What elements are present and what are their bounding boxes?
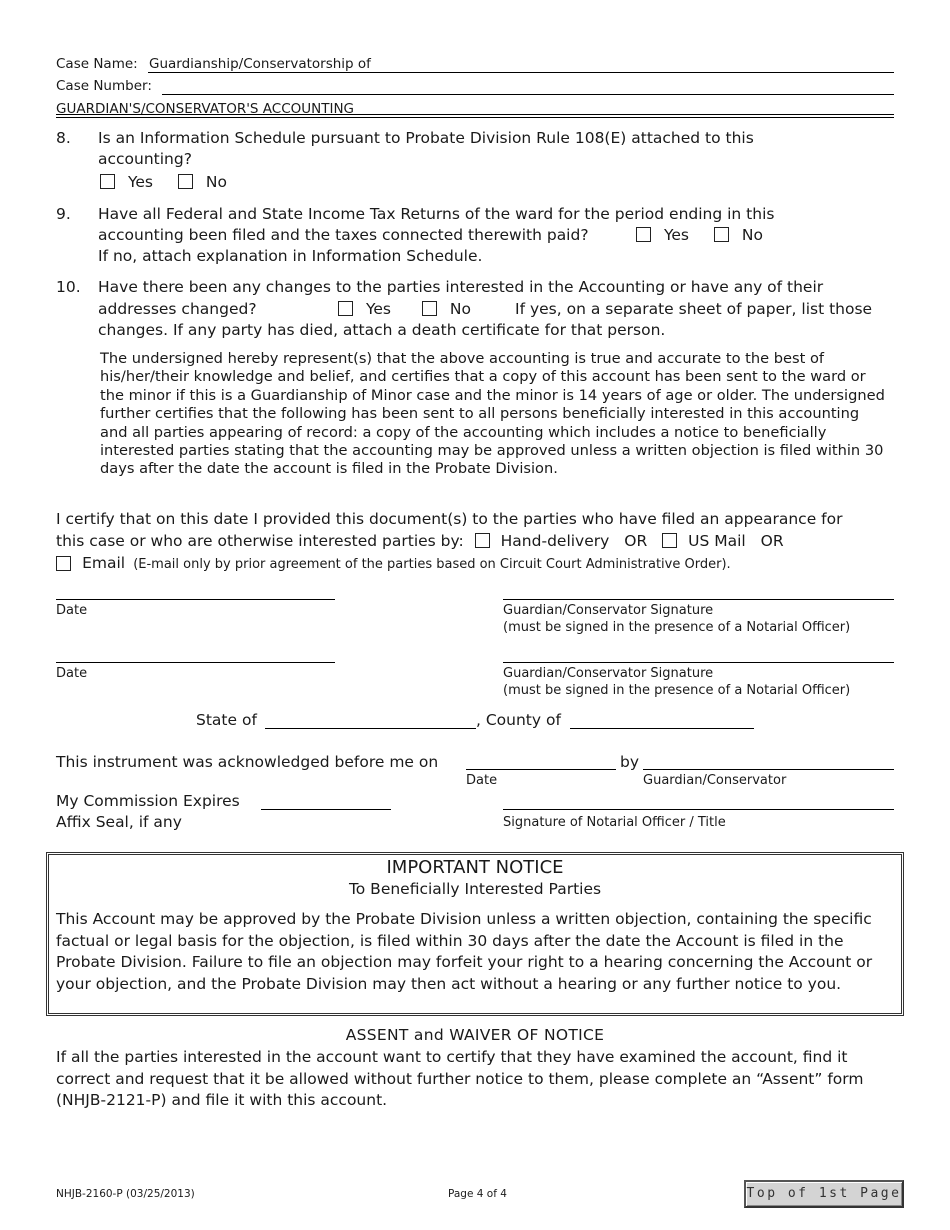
case-name-label: Case Name: — [56, 56, 138, 72]
notary-signature-caption: Signature of Notarial Officer / Title — [503, 815, 726, 830]
q8-yes-checkbox[interactable] — [100, 174, 115, 189]
hand-delivery-checkbox[interactable] — [475, 533, 490, 548]
acknowledged-label: This instrument was acknowledged before me on — [56, 753, 439, 771]
date-label-2: Date — [56, 666, 88, 681]
q10-line2a: addresses changed? — [98, 300, 257, 318]
date-line-1[interactable] — [56, 599, 335, 600]
case-name-value[interactable]: Guardianship/Conservatorship of — [149, 56, 371, 72]
doc-title: GUARDIAN'S/CONSERVATOR'S ACCOUNTING — [56, 101, 355, 117]
page-number: Page 4 of 4 — [448, 1188, 507, 1200]
email-checkbox[interactable] — [56, 556, 71, 571]
date-line-2[interactable] — [56, 662, 335, 663]
or-label-1: OR — [624, 532, 648, 550]
q9-options — [636, 225, 763, 246]
county-of-label: , County of — [476, 711, 561, 729]
case-number-field[interactable] — [162, 94, 894, 95]
or-label-2: OR — [760, 532, 784, 550]
case-number-label: Case Number: — [56, 78, 152, 94]
email-label: Email — [82, 554, 126, 572]
notary-signature-line[interactable] — [503, 809, 894, 810]
q9-no-label: No — [741, 226, 763, 244]
commission-label: My Commission Expires — [56, 792, 240, 810]
signature-line-2[interactable] — [503, 662, 894, 663]
q8-no-checkbox[interactable] — [178, 174, 193, 189]
q8-number: 8. — [56, 129, 71, 147]
acknowledged-date-field[interactable] — [466, 769, 616, 770]
q8-no-label: No — [205, 173, 227, 191]
q10-line2b: If yes, on a separate sheet of paper, list those — [515, 300, 873, 318]
signature-note-2: (must be signed in the presence of a Notarial Officer) — [503, 683, 851, 698]
q8-yes-label: Yes — [127, 173, 153, 191]
q10-yes-checkbox[interactable] — [338, 301, 353, 316]
email-row — [56, 553, 731, 572]
by-label: by — [620, 753, 640, 771]
certify-line1: I certify that on this date I provided this document(s) to the parties who have filed an appearance for — [56, 510, 843, 528]
certify-line2: this case or who are otherwise interested parties by: — [56, 532, 464, 550]
signature-title-1: Guardian/Conservator Signature — [503, 603, 714, 618]
notice-subtitle: To Beneficially Interested Parties — [348, 880, 602, 898]
q9-line1: Have all Federal and State Income Tax Returns of the ward for the period ending in this — [98, 205, 775, 223]
state-field[interactable] — [265, 728, 476, 729]
form-id: NHJB-2160-P (03/25/2013) — [56, 1188, 195, 1200]
q10-line1: Have there been any changes to the parties interested in the Accounting or have any of their — [98, 278, 824, 296]
header-divider-2 — [56, 117, 894, 118]
important-notice-box — [46, 852, 904, 1016]
acknowledged-guardian-caption: Guardian/Conservator — [643, 773, 787, 788]
q9-no-checkbox[interactable] — [714, 227, 729, 242]
q8-options — [100, 172, 227, 193]
date-label-1: Date — [56, 603, 88, 618]
top-of-first-page-button[interactable]: Top of 1st Page — [744, 1180, 904, 1208]
q10-options — [338, 299, 471, 320]
q10-no-checkbox[interactable] — [422, 301, 437, 316]
state-of-label: State of — [196, 711, 257, 729]
commission-field[interactable] — [261, 809, 391, 810]
q9-line3: If no, attach explanation in Information Schedule. — [98, 247, 483, 265]
q9-line2: accounting been filed and the taxes connected therewith paid? — [98, 226, 589, 244]
q10-yes-label: Yes — [365, 300, 391, 318]
acknowledged-by-field[interactable] — [643, 769, 894, 770]
notice-title: IMPORTANT NOTICE — [386, 857, 564, 878]
notice-body: This Account may be approved by the Probate Division unless a written objection, containing the specific factual or legal basis for the objection, is filed within 30 days after the date the Account is filed in the Probate Division. Failure to file an objection may forfeit your right to a hearing concerning the Account or your objection, and the Probate Division may then act without a hearing or any further notice to you. — [56, 910, 873, 993]
representation-paragraph: The undersigned hereby represent(s) that the above accounting is true and accurate to the best of his/her/their knowledge and belief, and certifies that a copy of this account has been sent to the ward or the minor if this is a Guardianship of Minor case and the minor is 14 years of age or older. The undersigned further certifies that the following has been sent to all persons beneficially interested in this accounting and all parties appearing of record: a copy of the accounting which includes a notice to beneficially interested parties stating that the accounting may be approved unless a written objection is filed within 30 days after the date the account is filed in the Probate Division. — [100, 350, 885, 478]
assent-body: If all the parties interested in the account want to certify that they have examined the account, find it correct and request that it be allowed without further notice to them, please complete an “Assent” form (NHJB-2121-P) and file it with this account. — [56, 1048, 864, 1109]
signature-line-1[interactable] — [503, 599, 894, 600]
county-field[interactable] — [570, 728, 754, 729]
header-divider-1 — [56, 114, 894, 115]
acknowledged-date-caption: Date — [466, 773, 498, 788]
certify-line2-row — [56, 531, 784, 552]
email-note: (E-mail only by prior agreement of the parties based on Circuit Court Administrative Order). — [133, 557, 731, 572]
case-name-underline — [148, 72, 894, 73]
signature-title-2: Guardian/Conservator Signature — [503, 666, 714, 681]
affix-seal-label: Affix Seal, if any — [56, 813, 182, 831]
q10-no-label: No — [449, 300, 471, 318]
assent-title: ASSENT and WAIVER OF NOTICE — [345, 1026, 605, 1044]
us-mail-checkbox[interactable] — [662, 533, 677, 548]
q9-yes-checkbox[interactable] — [636, 227, 651, 242]
hand-delivery-label: Hand-delivery — [500, 532, 610, 550]
q9-yes-label: Yes — [663, 226, 689, 244]
q10-number: 10. — [56, 278, 81, 296]
signature-note-1: (must be signed in the presence of a Notarial Officer) — [503, 620, 851, 635]
q10-line3: changes. If any party has died, attach a death certificate for that person. — [98, 321, 666, 339]
q8-text: Is an Information Schedule pursuant to Probate Division Rule 108(E) attached to this accounting? — [98, 129, 754, 168]
us-mail-label: US Mail — [688, 532, 746, 550]
q9-number: 9. — [56, 205, 71, 223]
